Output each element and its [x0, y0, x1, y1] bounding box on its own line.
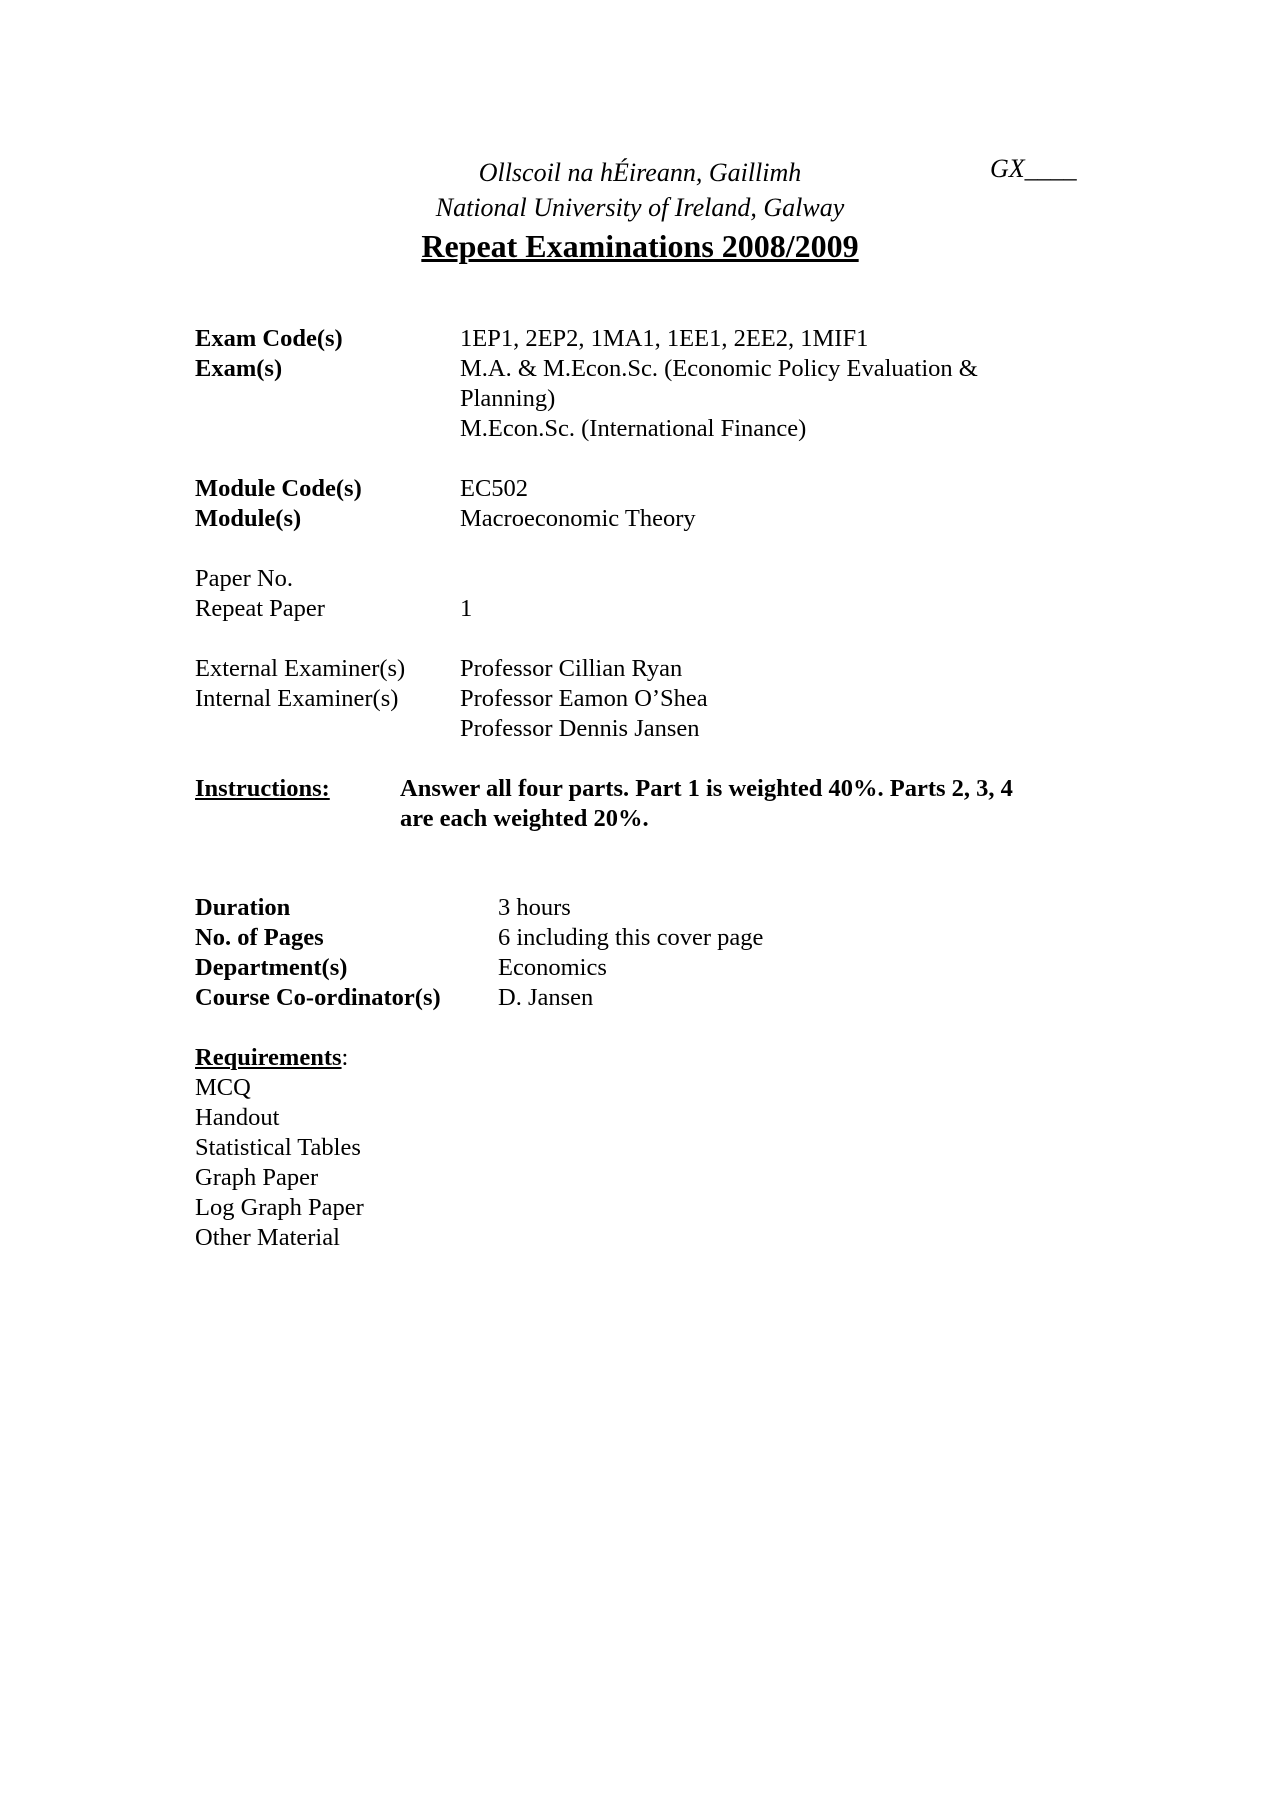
internal-examiner-label: Internal Examiner(s) [195, 685, 399, 712]
exam-code-value: 1EP1, 2EP2, 1MA1, 1EE1, 2EE2, 1MIF1 [460, 325, 869, 352]
requirement-item: Graph Paper [195, 1164, 319, 1191]
repeat-paper-value: 1 [460, 595, 473, 622]
module-value: Macroeconomic Theory [460, 505, 696, 532]
module-code-label: Module Code(s) [195, 475, 362, 502]
requirements-colon: : [341, 1044, 349, 1071]
exam-code-label: Exam Code(s) [195, 325, 343, 352]
exams-line-2: Planning) [460, 385, 556, 412]
instructions-label: Instructions: [195, 775, 330, 802]
requirements-label: Requirements [195, 1044, 342, 1071]
department-label: Department(s) [195, 954, 348, 981]
exams-line-1: M.A. & M.Econ.Sc. (Economic Policy Evaluation & [460, 355, 978, 382]
department-value: Economics [498, 954, 607, 981]
duration-value: 3 hours [498, 894, 571, 921]
instructions-line-2: are each weighted 20%. [400, 805, 649, 832]
exams-line-3: M.Econ.Sc. (International Finance) [460, 415, 807, 442]
module-label: Module(s) [195, 505, 302, 532]
requirement-item: Handout [195, 1104, 280, 1131]
external-examiner-value: Professor Cillian Ryan [460, 655, 683, 682]
internal-examiner-value-1: Professor Eamon O’Shea [460, 685, 708, 712]
paper-no-label: Paper No. [195, 565, 293, 592]
requirement-item: Log Graph Paper [195, 1194, 364, 1221]
pages-value: 6 including this cover page [498, 924, 764, 951]
internal-examiner-value-2: Professor Dennis Jansen [460, 715, 700, 742]
university-irish-name: Ollscoil na hÉireann, Gaillimh [478, 158, 802, 187]
instructions-line-1: Answer all four parts. Part 1 is weighted 40%. Parts 2, 3, 4 [400, 775, 1013, 802]
requirement-item: Other Material [195, 1224, 340, 1251]
page-title: Repeat Examinations 2008/2009 [421, 228, 859, 264]
external-examiner-label: External Examiner(s) [195, 655, 406, 682]
duration-label: Duration [195, 894, 291, 921]
module-code-value: EC502 [460, 475, 529, 502]
coordinator-label: Course Co-ordinator(s) [195, 984, 441, 1011]
requirement-item: MCQ [195, 1074, 251, 1101]
university-english-name: National University of Ireland, Galway [435, 193, 845, 222]
exams-label: Exam(s) [195, 355, 283, 382]
coordinator-value: D. Jansen [498, 984, 594, 1011]
repeat-paper-label: Repeat Paper [195, 595, 325, 622]
requirements-heading [195, 1043, 348, 1073]
gx-code: GX____ [990, 154, 1077, 183]
pages-label: No. of Pages [195, 924, 324, 951]
requirement-item: Statistical Tables [195, 1134, 361, 1161]
